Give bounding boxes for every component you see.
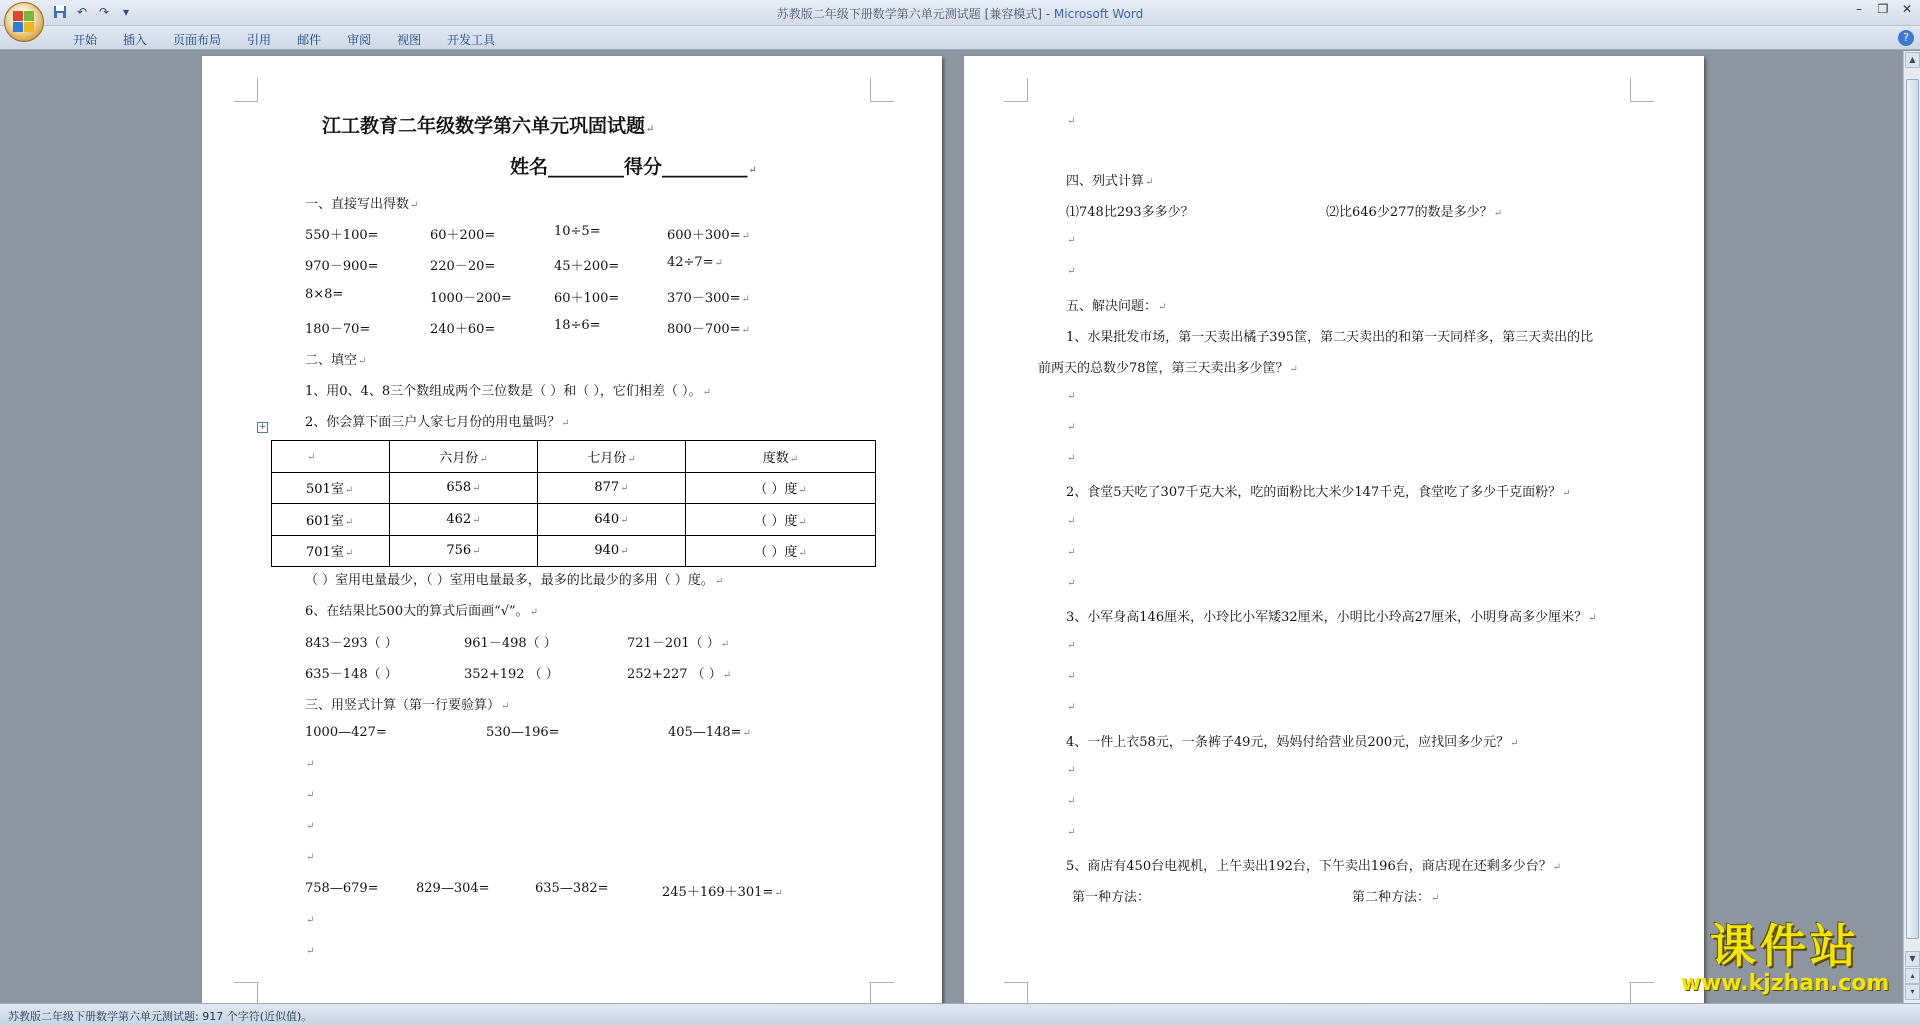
- paragraph-mark: ↵: [306, 790, 315, 801]
- paragraph-mark: ↵: [1067, 827, 1076, 838]
- paragraph-mark: ↵: [1067, 702, 1076, 713]
- tab-home[interactable]: 开始: [73, 33, 98, 47]
- paragraph-mark: ↵: [1067, 116, 1076, 127]
- calc-item: 10÷5=: [554, 224, 601, 239]
- word-problem-2: 2、食堂5天吃了307千克大米，吃的面粉比大米少147千克，食堂吃了多少千克面粉？↵: [1066, 485, 1571, 500]
- page-1[interactable]: [202, 56, 942, 1003]
- document-area[interactable]: [0, 51, 1903, 1003]
- restore-icon[interactable]: ❐: [1877, 2, 1889, 16]
- method-2-label: 第二种方法：↵: [1352, 890, 1440, 905]
- check-item: 843－293（ ）: [305, 636, 398, 651]
- customize-qat-icon[interactable]: ▾: [122, 5, 130, 19]
- paragraph-mark: ↵: [1067, 391, 1076, 402]
- watermark-title: 课件站: [1710, 919, 1860, 973]
- scroll-thumb[interactable]: [1906, 79, 1919, 939]
- ribbon-tab-bar: [0, 26, 1920, 50]
- calc-item: 970－900=: [305, 259, 379, 274]
- margin-corner-mark: [1004, 78, 1028, 102]
- browse-next-icon[interactable]: ▾: [1905, 984, 1920, 1000]
- window-title: [0, 5, 1920, 22]
- page-2[interactable]: [964, 56, 1704, 1003]
- app-name: Microsoft Word: [1053, 7, 1144, 21]
- check-item: 961－498（ ）: [464, 636, 557, 651]
- calc-item: 8×8=: [305, 287, 344, 302]
- check-item: 352+192 （ ）: [464, 667, 559, 682]
- paragraph-mark: ↵: [306, 759, 315, 770]
- calc-item: 240＋60=: [430, 322, 496, 337]
- fill-question-2: 2、你会算下面三户人家七月份的用电量吗？↵: [305, 415, 570, 430]
- expression-question: ⑴748比293多多少？: [1066, 205, 1194, 220]
- margin-corner-mark: [870, 982, 894, 1003]
- calc-item: 550＋100=: [305, 228, 379, 243]
- office-button[interactable]: [4, 2, 44, 42]
- vertical-calc-item: 245＋169＋301=↵: [662, 885, 783, 900]
- paragraph-mark: ↵: [1067, 516, 1076, 527]
- fill-question-1: 1、用0、4、8三个数组成两个三位数是（ ）和（ ），它们相差（ ）。↵: [305, 384, 711, 399]
- calc-item: 370－300=↵: [667, 291, 750, 306]
- table-cell: 701室↵: [272, 535, 390, 567]
- status-text: 苏教版二年级下册数学第六单元测试题: 917 个字符(近似值)。: [8, 1010, 313, 1023]
- name-score-line: 姓名________得分_________↵: [510, 156, 757, 178]
- section-1-heading: 一、直接写出得数↵: [305, 197, 419, 212]
- table-cell: 756↵: [390, 535, 538, 567]
- browse-prev-icon[interactable]: ▴: [1905, 968, 1920, 984]
- window-controls: [1852, 2, 1914, 16]
- section-3-heading: 三、用竖式计算（第一行要验算）↵: [305, 698, 510, 713]
- section-4-heading: 四、列式计算↵: [1066, 174, 1154, 189]
- calc-item: 60＋200=: [430, 228, 496, 243]
- margin-corner-mark: [234, 78, 258, 102]
- table-row: [272, 535, 876, 567]
- paragraph-mark: ↵: [306, 821, 315, 832]
- calc-item: 60＋100=: [554, 291, 620, 306]
- paragraph-mark: ↵: [306, 852, 315, 863]
- word-problem-3: 3、小军身高146厘米，小玲比小军矮32厘米，小明比小玲高27厘米，小明身高多少厘米？↵: [1066, 610, 1597, 625]
- vertical-calc-item: 635—382=: [535, 881, 609, 896]
- watermark-url: www.kjzhan.com: [1680, 971, 1890, 996]
- tab-mailings[interactable]: 邮件: [297, 33, 322, 47]
- word-problem-1-cont: 前两天的总数少78筐，第三天卖出多少筐？↵: [1038, 361, 1298, 376]
- margin-corner-mark: [1004, 982, 1028, 1003]
- redo-icon[interactable]: ↷: [98, 5, 110, 19]
- word-problem-4: 4、一件上衣58元，一条裤子49元，妈妈付给营业员200元，应找回多少元？↵: [1066, 735, 1519, 750]
- margin-corner-mark: [234, 982, 258, 1003]
- paragraph-mark: ↵: [1067, 578, 1076, 589]
- scroll-down-icon[interactable]: ▼: [1905, 951, 1920, 967]
- close-icon[interactable]: ✕: [1901, 2, 1913, 16]
- vertical-calc-item: 530—196=: [486, 725, 560, 740]
- table-header-cell: ↵: [272, 441, 390, 473]
- table-row: [272, 472, 876, 504]
- paragraph-mark: ↵: [1067, 422, 1076, 433]
- vertical-calc-item: 758—679=: [305, 881, 379, 896]
- vertical-calc-item: 1000—427=: [305, 725, 387, 740]
- calc-item: 45＋200=: [554, 259, 620, 274]
- check-item: 635－148（ ）: [305, 667, 398, 682]
- table-cell: （ ）度↵: [686, 535, 876, 567]
- check-item: 252+227 （ ）↵: [627, 667, 732, 682]
- check-item: 721－201（ ）↵: [627, 636, 730, 651]
- table-cell: 877↵: [538, 472, 686, 504]
- calc-item: 42÷7=↵: [667, 255, 723, 270]
- word-problem-5: 5、商店有450台电视机，上午卖出192台，下午卖出196台，商店现在还剩多少台？↵: [1066, 859, 1562, 874]
- vertical-calc-item: 405—148=↵: [668, 725, 751, 740]
- watermark-logo: [1665, 920, 1905, 1000]
- calc-item: 18÷6=: [554, 318, 601, 333]
- table-cell: （ ）度↵: [686, 472, 876, 504]
- table-cell: （ ）度↵: [686, 504, 876, 536]
- status-bar: [0, 1003, 1920, 1025]
- table-row: [272, 504, 876, 536]
- table-header-cell: 六月份↵: [390, 441, 538, 473]
- tab-page-layout[interactable]: 页面布局: [173, 33, 222, 47]
- table-cell: 658↵: [390, 472, 538, 504]
- expression-question: ⑵比646少277的数是多少？↵: [1326, 205, 1503, 220]
- scroll-up-icon[interactable]: ▲: [1905, 52, 1920, 68]
- usage-table: [271, 440, 876, 567]
- table-header-cell: 度数↵: [686, 441, 876, 473]
- vertical-scrollbar[interactable]: [1903, 51, 1920, 1003]
- paragraph-mark: ↵: [1067, 266, 1076, 277]
- document-name: 苏教版二年级下册数学第六单元测试题 [兼容模式] -: [776, 7, 1054, 21]
- tab-developer[interactable]: 开发工具: [447, 33, 496, 47]
- tab-insert[interactable]: 插入: [123, 33, 148, 47]
- table-header-row: [272, 441, 876, 473]
- paragraph-mark: ↵: [1067, 765, 1076, 776]
- method-1-label: 第一种方法：: [1072, 890, 1151, 905]
- section-2-heading: 二、填空↵: [305, 353, 367, 368]
- calc-item: 600＋300=↵: [667, 228, 750, 243]
- paragraph-mark: ↵: [1067, 796, 1076, 807]
- calc-item: 220－20=: [430, 259, 496, 274]
- paragraph-mark: ↵: [1067, 235, 1076, 246]
- table-header-cell: 七月份↵: [538, 441, 686, 473]
- paragraph-mark: ↵: [306, 946, 315, 957]
- margin-corner-mark: [870, 78, 894, 102]
- margin-corner-mark: [1630, 78, 1654, 102]
- paragraph-mark: ↵: [1067, 453, 1076, 464]
- minimize-icon[interactable]: –: [1856, 2, 1862, 16]
- table-cell: 501室↵: [272, 472, 390, 504]
- calc-item: 800－700=↵: [667, 322, 750, 337]
- paragraph-mark: ↵: [1067, 671, 1076, 682]
- tab-view[interactable]: 视图: [397, 33, 422, 47]
- vertical-calc-item: 829—304=: [416, 881, 490, 896]
- table-follow-up-question: （ ）室用电量最少，（ ）室用电量最多，最多的比最少的多用（ ）度。↵: [305, 573, 724, 588]
- table-cell: 462↵: [390, 504, 538, 536]
- section-5-heading: 五、解决问题：↵: [1066, 299, 1167, 314]
- calc-item: 180－70=: [305, 322, 371, 337]
- office-logo-icon: [13, 11, 35, 33]
- paragraph-mark: ↵: [306, 915, 315, 926]
- question-6: 6、在结果比500大的算式后面画“√”。↵: [305, 604, 539, 619]
- word-problem-1: 1、水果批发市场，第一天卖出橘子395筐，第二天卖出的和第一天同样多，第三天卖出的比: [1066, 330, 1594, 345]
- table-cell: 601室↵: [272, 504, 390, 536]
- calc-item: 1000－200=: [430, 291, 512, 306]
- margin-corner-mark: [1630, 982, 1654, 1003]
- table-cell: 640↵: [538, 504, 686, 536]
- title-bar: [0, 0, 1920, 26]
- worksheet-title: 江工教育二年级数学第六单元巩固试题↵: [322, 115, 655, 137]
- paragraph-mark: ↵: [1067, 547, 1076, 558]
- table-cell: 940↵: [538, 535, 686, 567]
- tab-references[interactable]: 引用: [247, 33, 272, 47]
- help-icon[interactable]: ?: [1898, 30, 1914, 46]
- undo-icon[interactable]: ↶: [76, 5, 88, 19]
- tab-review[interactable]: 审阅: [347, 33, 372, 47]
- table-move-handle-icon[interactable]: +: [258, 422, 267, 432]
- paragraph-mark: ↵: [1067, 640, 1076, 651]
